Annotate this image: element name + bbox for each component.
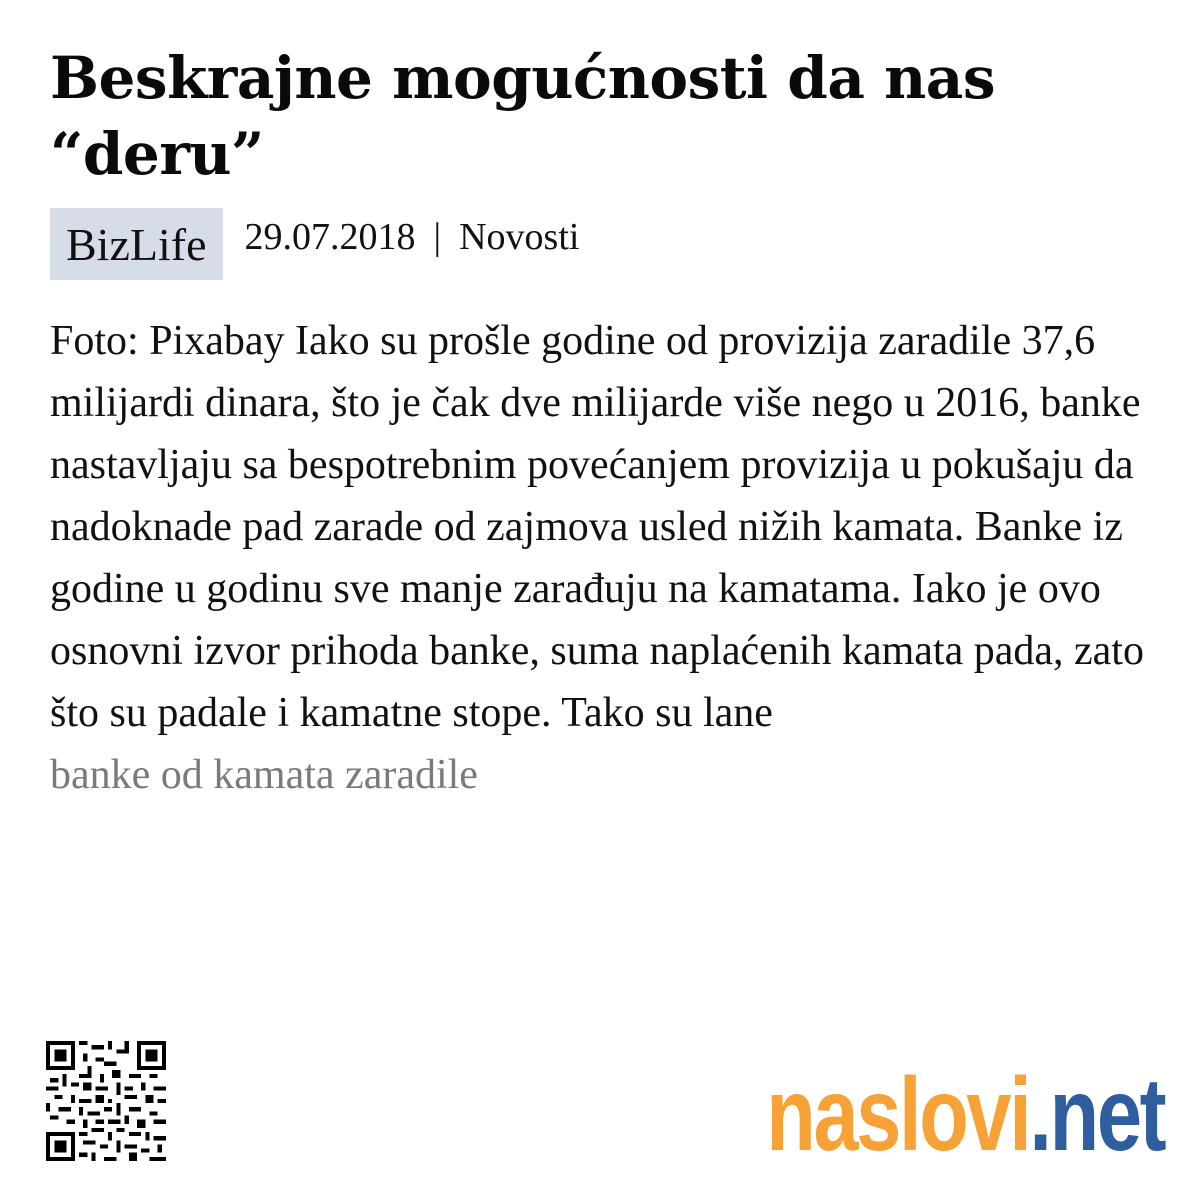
meta-line [245, 215, 580, 259]
logo-tld-text: .net [1029, 1057, 1164, 1173]
article-body [50, 310, 1160, 806]
article-category[interactable]: Novosti [459, 216, 580, 258]
source-badge[interactable]: BizLife [50, 208, 223, 280]
article-meta [50, 208, 1160, 280]
meta-separator: | [433, 216, 442, 258]
article-date: 29.07.2018 [244, 216, 416, 258]
site-logo[interactable] [765, 1057, 1164, 1173]
qr-code-icon [46, 1038, 166, 1164]
article-body-fade: banke od kamata zaradile [50, 752, 478, 798]
logo-main-text: naslovi [765, 1057, 1030, 1173]
article-title: Beskrajne mogućnosti da nas “deru” [50, 44, 996, 188]
article [50, 40, 1160, 806]
article-body-text: Foto: Pixabay Iako su prošle godine od provizija zaradile 37,6 milijardi dinara, što je čak dve milijarde više nego u 2016, banke nastavljaju sa bespotrebnim povećanjem provizija u pokušaju da nadoknade pad zarade od zajmova usled nižih kamata. Banke iz godine u godinu sve manje zarađuju na kamatama. Iako je ovo osnovni izvor prihoda banke, suma naplaćenih kamata pada, zato što su padale i kamatne stope. Tako su lane [50, 318, 1144, 736]
